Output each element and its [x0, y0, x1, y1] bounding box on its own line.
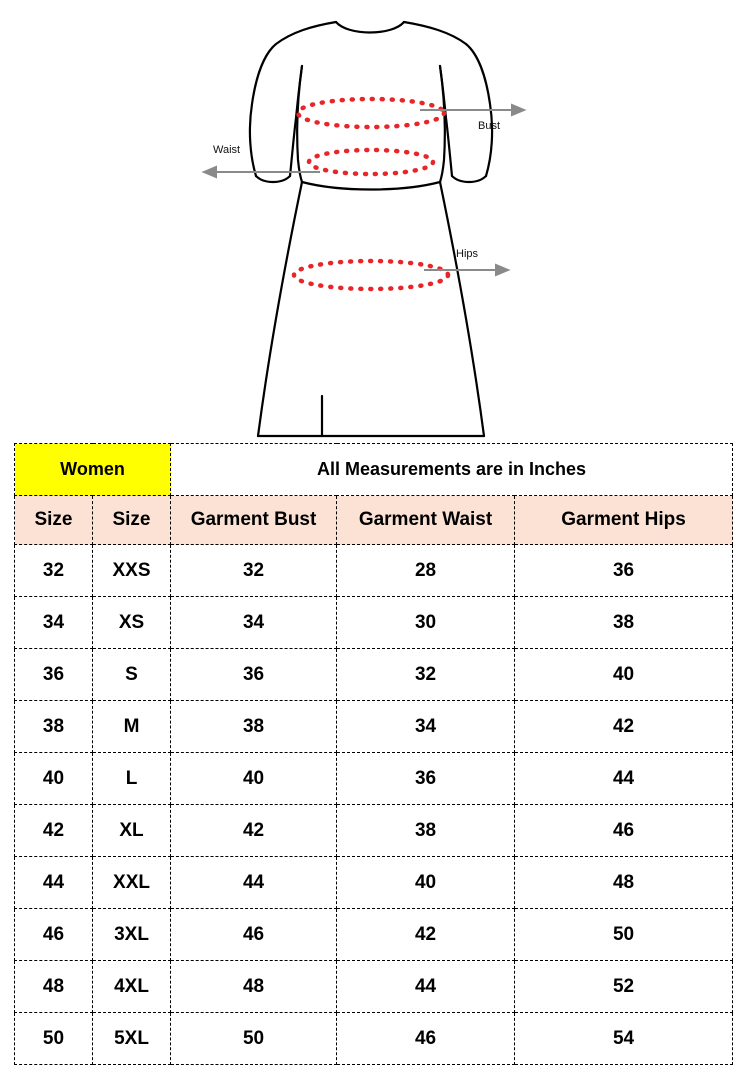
cell-bust: 32	[171, 545, 337, 597]
bust-label: Bust	[478, 120, 501, 132]
cell-bust: 48	[171, 961, 337, 1013]
cell-waist: 44	[337, 961, 515, 1013]
cell-waist: 28	[337, 545, 515, 597]
size-chart-table	[14, 443, 733, 1065]
cell-waist: 40	[337, 857, 515, 909]
header-garment-bust: Garment Bust	[171, 496, 337, 545]
cell-waist: 32	[337, 649, 515, 701]
bodice-right	[440, 66, 445, 182]
title-measurements: All Measurements are in Inches	[171, 444, 733, 496]
cell-hips: 46	[515, 805, 733, 857]
cell-hips: 36	[515, 545, 733, 597]
cell-bust: 42	[171, 805, 337, 857]
right-cuff	[452, 176, 486, 182]
waist-arrow-head	[204, 167, 216, 177]
cell-size-alpha: XL	[93, 805, 171, 857]
cell-size-alpha: L	[93, 753, 171, 805]
header-size-numeric: Size	[15, 496, 93, 545]
skirt-right	[440, 182, 484, 436]
cell-size-alpha: 4XL	[93, 961, 171, 1013]
table-row	[15, 1013, 733, 1065]
cell-size-numeric: 40	[15, 753, 93, 805]
waist-seam	[302, 182, 440, 190]
table-row	[15, 545, 733, 597]
cell-hips: 44	[515, 753, 733, 805]
cell-waist: 42	[337, 909, 515, 961]
header-size-alpha: Size	[93, 496, 171, 545]
title-women: Women	[15, 444, 171, 496]
cell-waist: 30	[337, 597, 515, 649]
cell-bust: 40	[171, 753, 337, 805]
neckline-path	[336, 22, 404, 33]
cell-waist: 34	[337, 701, 515, 753]
cell-size-numeric: 36	[15, 649, 93, 701]
cell-bust: 36	[171, 649, 337, 701]
cell-bust: 50	[171, 1013, 337, 1065]
cell-size-numeric: 38	[15, 701, 93, 753]
dress-figure-svg	[0, 0, 746, 440]
cell-bust: 46	[171, 909, 337, 961]
table-row	[15, 961, 733, 1013]
hips-measure-ellipse	[294, 261, 448, 289]
table-row	[15, 805, 733, 857]
table-row	[15, 753, 733, 805]
cell-hips: 40	[515, 649, 733, 701]
cell-size-numeric: 42	[15, 805, 93, 857]
bodice-left	[297, 66, 302, 182]
table-row	[15, 597, 733, 649]
cell-size-numeric: 32	[15, 545, 93, 597]
cell-size-numeric: 34	[15, 597, 93, 649]
hips-arrow-head	[496, 265, 508, 275]
cell-bust: 44	[171, 857, 337, 909]
skirt-left	[258, 182, 302, 436]
cell-hips: 38	[515, 597, 733, 649]
cell-size-numeric: 48	[15, 961, 93, 1013]
bust-arrow-head	[512, 105, 524, 115]
waist-label: Waist	[213, 144, 241, 156]
cell-waist: 38	[337, 805, 515, 857]
cell-hips: 54	[515, 1013, 733, 1065]
table-row	[15, 857, 733, 909]
cell-bust: 38	[171, 701, 337, 753]
table-header-row	[15, 496, 733, 545]
cell-hips: 52	[515, 961, 733, 1013]
table-row	[15, 909, 733, 961]
cell-size-numeric: 46	[15, 909, 93, 961]
table-row	[15, 701, 733, 753]
cell-size-alpha: XS	[93, 597, 171, 649]
header-garment-hips: Garment Hips	[515, 496, 733, 545]
cell-size-alpha: 5XL	[93, 1013, 171, 1065]
cell-waist: 36	[337, 753, 515, 805]
dress-measurement-illustration	[0, 0, 746, 440]
cell-size-alpha: XXS	[93, 545, 171, 597]
cell-size-numeric: 44	[15, 857, 93, 909]
hips-label: Hips	[456, 248, 479, 260]
size-chart-table-wrap	[14, 443, 732, 1065]
cell-size-alpha: 3XL	[93, 909, 171, 961]
cell-size-alpha: XXL	[93, 857, 171, 909]
cell-waist: 46	[337, 1013, 515, 1065]
header-garment-waist: Garment Waist	[337, 496, 515, 545]
cell-size-alpha: M	[93, 701, 171, 753]
cell-size-alpha: S	[93, 649, 171, 701]
cell-hips: 48	[515, 857, 733, 909]
table-row	[15, 649, 733, 701]
waist-measure-ellipse	[309, 150, 433, 174]
cell-size-numeric: 50	[15, 1013, 93, 1065]
cell-bust: 34	[171, 597, 337, 649]
cell-hips: 50	[515, 909, 733, 961]
left-cuff	[256, 176, 290, 182]
cell-hips: 42	[515, 701, 733, 753]
bust-measure-ellipse	[298, 99, 444, 127]
table-title-row	[15, 444, 733, 496]
